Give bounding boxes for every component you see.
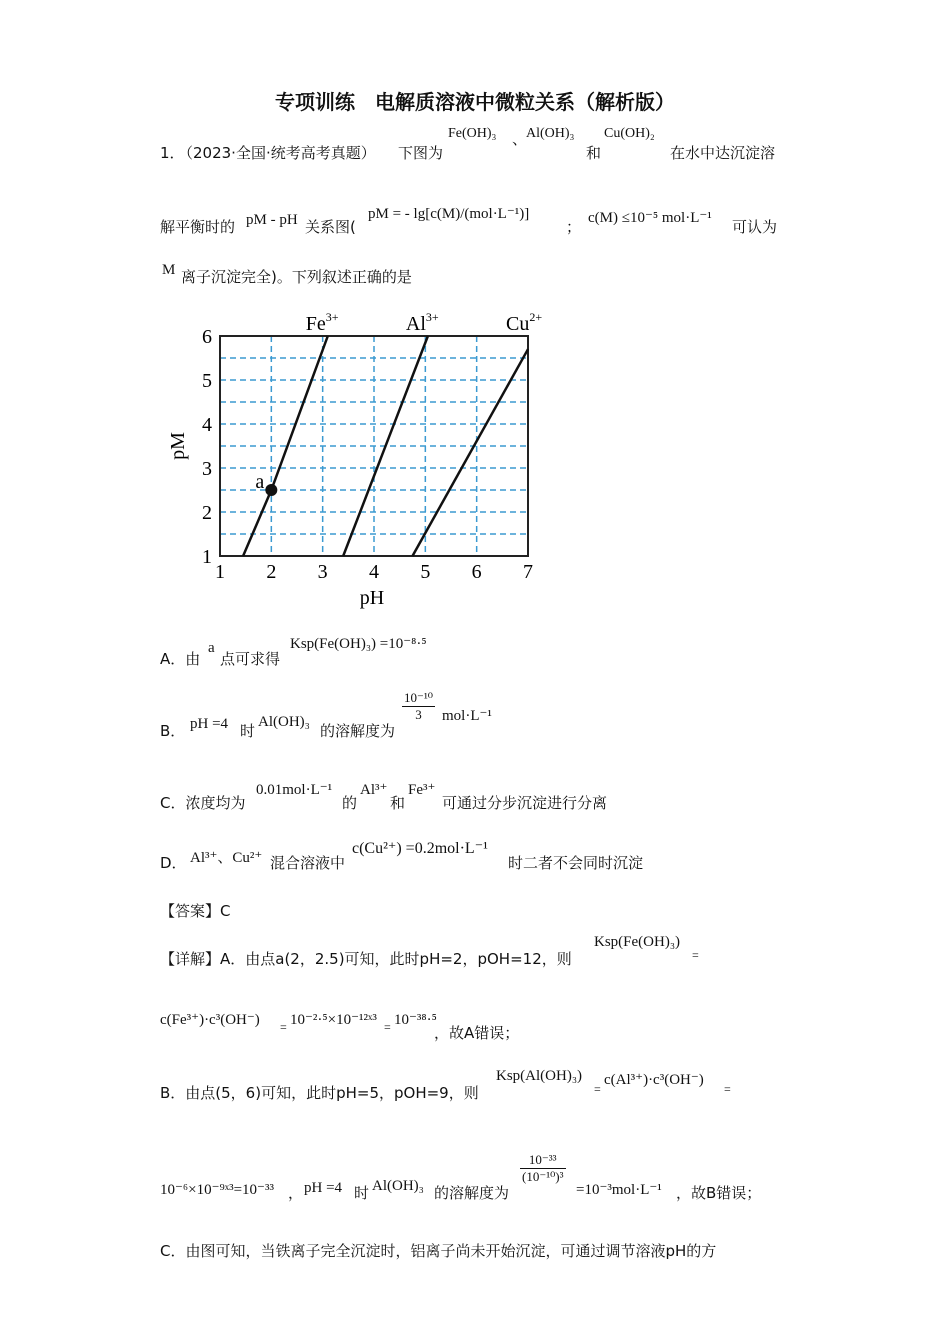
option-c-ion1: Al³⁺ (360, 782, 388, 798)
detail-b-cond: pH =4 (304, 1180, 343, 1196)
option-d-expr: c(Cu²⁺) =0.2mol·L⁻¹ (352, 840, 488, 857)
option-c-label: C．浓度均为 (160, 794, 246, 812)
detail-a-eq3: = (384, 1020, 391, 1034)
y-tick-label: 1 (202, 546, 212, 568)
question-text-1b: 在水中达沉淀溶 (670, 144, 776, 162)
option-a-expr: Ksp(Fe(OH)₃) =10⁻⁸·⁵ (290, 636, 427, 652)
detail-b-mid2: 的溶解度为 (434, 1184, 510, 1202)
detail-b-ksp: Ksp(Al(OH)₃) (496, 1068, 583, 1084)
pm-definition: pM = - lg[c(M)/(mol·L⁻¹)] (368, 206, 530, 222)
point-a-marker (265, 484, 277, 496)
question-text-2a: 解平衡时的 (160, 218, 236, 236)
option-b-species: Al(OH)₃ (258, 714, 310, 730)
question-text-2c: 可认为 (732, 218, 778, 236)
x-tick-label: 2 (266, 561, 277, 583)
option-c-conc: 0.01mol·L⁻¹ (256, 782, 333, 798)
x-tick-label: 6 (471, 561, 482, 583)
detail-b-comma: ， (288, 1184, 304, 1202)
option-d-mid: 混合溶液中 (270, 854, 346, 872)
point-a-label: a (255, 471, 265, 493)
option-b-cond: pH =4 (190, 716, 229, 732)
complete-condition: c(M) ≤10⁻⁵ mol·L⁻¹ (588, 210, 712, 226)
var-m: M (162, 262, 176, 278)
detail-b-expr: c(Al³⁺)·c³(OH⁻) (604, 1072, 704, 1088)
series-label-2: $Cu^{2+}$ (506, 310, 543, 335)
option-c-tail: 可通过分步沉淀进行分离 (442, 794, 608, 812)
detail-b-den: (10⁻¹⁰)³ (522, 1169, 564, 1184)
series-label-0: $Fe^{3+}$ (305, 310, 339, 335)
y-axis-label: pM (167, 432, 189, 460)
option-b-unit: mol·L⁻¹ (442, 708, 492, 724)
option-b-den: 3 (415, 707, 422, 722)
detail-c-line: C．由图可知，当铁离子完全沉淀时，铝离子尚未开始沉淀，可通过调节溶液pH的方 (160, 1242, 717, 1260)
detail-a-tail: ，故A错误； (434, 1024, 520, 1042)
detail-a-eq: = (692, 948, 699, 962)
question-text-1a: 下图为 (398, 144, 444, 162)
detail-b-line1: B．由点(5，6)可知，此时pH=5，pOH=9，则 (160, 1084, 479, 1102)
detail-a-expr: c(Fe³⁺)·c³(OH⁻) (160, 1012, 260, 1028)
question-text-2b: 关系图( (305, 218, 356, 236)
y-tick-label: 5 (202, 370, 212, 392)
x-tick-label: 7 (523, 561, 533, 583)
species-feoh3: Fe(OH)₃ (448, 126, 497, 141)
x-tick-label: 3 (317, 561, 328, 583)
option-b-label: B． (160, 722, 186, 740)
detail-a-val2: 10⁻³⁸·⁵ (394, 1012, 437, 1028)
y-tick-label: 6 (202, 326, 212, 348)
detail-b-num: 10⁻³³ (520, 1152, 566, 1169)
series-label-1: $Al^{3+}$ (405, 310, 439, 335)
detail-a-line1: 【详解】A．由点a(2，2.5)可知，此时pH=2，pOH=12，则 (160, 950, 572, 968)
detail-a-ksp: Ksp(Fe(OH)₃) (594, 934, 681, 950)
y-tick-label: 2 (202, 502, 212, 524)
detail-b-mid: 时 (354, 1184, 370, 1202)
pm-ph-label: pM - pH (246, 212, 298, 228)
option-d-tail: 时二者不会同时沉淀 (508, 854, 644, 872)
detail-b-eq2: = (724, 1082, 731, 1096)
x-tick-label: 1 (215, 561, 225, 583)
option-b-mid1: 时 (240, 722, 256, 740)
and-text: 和 (586, 144, 602, 162)
option-c-mid: 的 (342, 794, 358, 812)
chart-grid (220, 336, 528, 556)
option-a-var: a (208, 640, 215, 656)
option-a-mid: 点可求得 (220, 650, 281, 668)
option-c-and: 和 (390, 794, 406, 812)
x-tick-label: 4 (369, 561, 379, 583)
option-a-label: A．由 (160, 650, 201, 668)
detail-a-eq2: = (280, 1020, 287, 1034)
option-d-label: D． (160, 854, 187, 872)
x-tick-label: 5 (420, 561, 431, 583)
detail-b-species: Al(OH)₃ (372, 1178, 424, 1194)
option-d-ions: Al³⁺、Cu²⁺ (190, 850, 263, 866)
page-title: 专项训练 电解质溶液中微粒关系（解析版） (275, 90, 675, 114)
option-c-ion2: Fe³⁺ (408, 782, 436, 798)
y-tick-label: 4 (202, 414, 212, 436)
semicolon: ； (566, 218, 582, 236)
detail-b-fraction (520, 1152, 566, 1185)
answer: 【答案】C (160, 902, 231, 920)
y-tick-label: 3 (202, 458, 212, 480)
detail-b-tail: ，故B错误； (676, 1184, 762, 1202)
question-source: （2023·全国·统考高考真题） (178, 144, 376, 162)
detail-b-line2: 10⁻⁶×10⁻⁹ˣ³=10⁻³³ (160, 1182, 274, 1198)
x-axis-label: pH (359, 587, 385, 609)
question-number: 1． (160, 144, 185, 162)
detail-b-eq: = (594, 1082, 601, 1096)
species-aloh3: Al(OH)₃ (526, 126, 575, 141)
question-text-3: 离子沉淀完全)。下列叙述正确的是 (181, 268, 412, 286)
option-b-mid2: 的溶解度为 (320, 722, 396, 740)
detail-b-result: =10⁻³mol·L⁻¹ (576, 1182, 662, 1198)
detail-a-val1: 10⁻²·⁵×10⁻¹²ˣ³ (290, 1012, 377, 1028)
species-cuoh2: Cu(OH)₂ (604, 126, 655, 141)
option-b-num: 10⁻¹⁰ (404, 690, 433, 705)
pm-ph-chart (150, 298, 590, 618)
separator: 、 (512, 130, 528, 148)
option-b-fraction (402, 690, 435, 723)
